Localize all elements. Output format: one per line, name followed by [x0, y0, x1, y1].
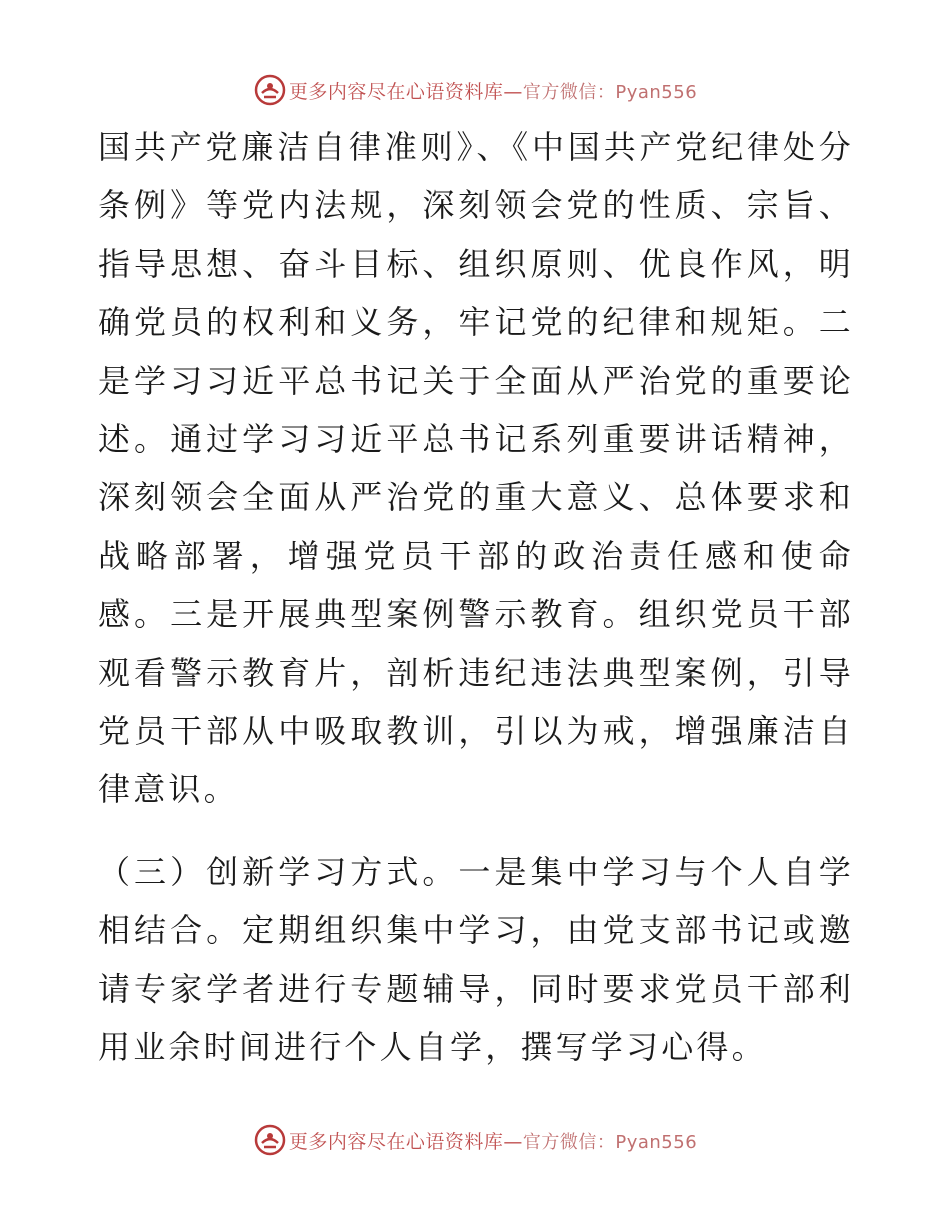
watermark-text	[289, 77, 697, 104]
watermark-main: 更多内容尽在心语资料库	[288, 1130, 504, 1153]
book-logo-icon	[253, 1123, 287, 1157]
book-logo-icon	[253, 73, 287, 107]
document-body	[98, 118, 854, 1077]
body-paragraph-2: （三）创新学习方式。一是集中学习与个人自学相结合。定期组织集中学习，由党支部书记或邀请专家学者进行专题辅导，同时要求党员干部利用业余时间进行个人自学，撰写学习心得。	[98, 852, 854, 1067]
watermark-wechat: 官方微信：Pyan556	[522, 1131, 698, 1153]
watermark-main: 更多内容尽在心语资料库	[288, 80, 504, 103]
header-watermark	[0, 70, 950, 110]
watermark-wechat: 官方微信：Pyan556	[522, 81, 698, 103]
watermark-text	[289, 1127, 697, 1154]
footer-watermark	[0, 1120, 950, 1160]
watermark-separator: —	[503, 1130, 523, 1153]
body-paragraph-1: 国共产党廉洁自律准则》、《中国共产党纪律处分条例》等党内法规，深刻领会党的性质、宗旨、指导思想、奋斗目标、组织原则、优良作风，明确党员的权利和义务，牢记党的纪律和规矩。二是学习习近平总书记关于全面从严治党的重要论述。通过学习习近平总书记系列重要讲话精神，深刻领会全面从严治党的重大意义、总体要求和战略部署，增强党员干部的政治责任感和使命感。三是开展典型案例警示教育。组织党员干部观看警示教育片，剖析违纪违法典型案例，引导党员干部从中吸取教训，引以为戒，增强廉洁自律意识。	[98, 128, 854, 809]
watermark-separator: —	[503, 80, 523, 103]
